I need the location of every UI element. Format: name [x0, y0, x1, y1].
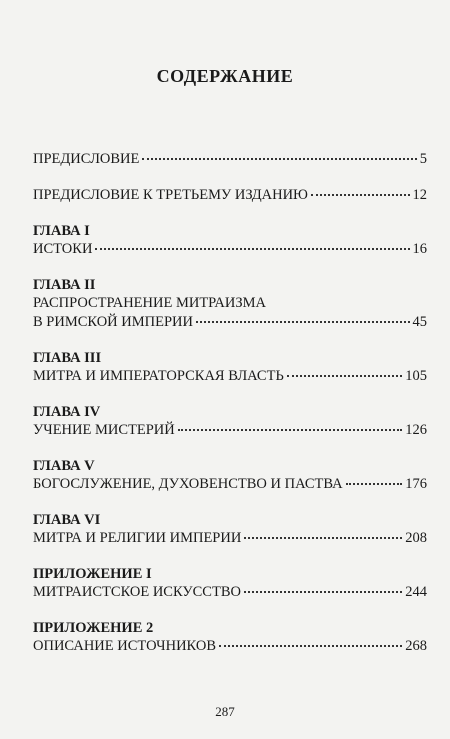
toc-page-number: 268	[405, 638, 427, 654]
toc-page-number: 244	[405, 584, 427, 600]
toc-page-number: 208	[405, 530, 427, 546]
dot-leader	[346, 483, 403, 485]
toc-line[interactable]	[33, 313, 427, 332]
toc-entry-title: В РИМСКОЙ ИМПЕРИИ	[33, 314, 193, 330]
toc-line[interactable]	[33, 150, 427, 169]
toc-entry-title: ИСТОКИ	[33, 241, 93, 257]
table-of-contents	[33, 150, 427, 673]
toc-entry	[33, 349, 427, 386]
dot-leader	[287, 375, 402, 377]
dot-leader	[178, 429, 403, 431]
chapter-heading: ГЛАВА II	[33, 277, 96, 293]
toc-entry	[33, 457, 427, 494]
appendix-heading: ПРИЛОЖЕНИЕ 2	[33, 620, 154, 636]
chapter-heading: ГЛАВА IV	[33, 404, 101, 420]
toc-page-number: 45	[412, 314, 427, 330]
dot-leader	[244, 591, 402, 593]
toc-entry-title: ПРЕДИСЛОВИЕ	[33, 151, 140, 167]
toc-entry	[33, 511, 427, 548]
toc-line[interactable]	[33, 240, 427, 259]
dot-leader	[244, 537, 402, 539]
toc-page-number: 16	[412, 241, 427, 257]
toc-entry-title-line: РАСПРОСТРАНЕНИЕ МИТРАИЗМА	[33, 295, 266, 311]
chapter-heading: ГЛАВА I	[33, 223, 90, 239]
toc-line[interactable]	[33, 186, 427, 205]
appendix-heading: ПРИЛОЖЕНИЕ I	[33, 566, 152, 582]
dot-leader	[311, 194, 410, 196]
toc-line[interactable]	[33, 529, 427, 548]
toc-line[interactable]	[33, 637, 427, 656]
toc-entry-title: МИТРА И РЕЛИГИИ ИМПЕРИИ	[33, 530, 242, 546]
toc-page-number: 126	[405, 422, 427, 438]
toc-line[interactable]	[33, 583, 427, 602]
toc-entry	[33, 150, 427, 169]
chapter-heading: ГЛАВА VI	[33, 512, 101, 528]
toc-line[interactable]	[33, 475, 427, 494]
toc-page-number: 105	[405, 368, 427, 384]
dot-leader	[196, 321, 410, 323]
toc-entry	[33, 565, 427, 602]
toc-line[interactable]	[33, 421, 427, 440]
toc-entry-title: УЧЕНИЕ МИСТЕРИЙ	[33, 422, 175, 438]
chapter-heading: ГЛАВА III	[33, 350, 102, 366]
toc-page-number: 5	[419, 151, 427, 167]
toc-entry	[33, 403, 427, 440]
toc-page-number: 12	[412, 187, 427, 203]
toc-entry	[33, 276, 427, 332]
toc-entry	[33, 186, 427, 205]
toc-line[interactable]	[33, 367, 427, 386]
toc-entry-title: ПРЕДИСЛОВИЕ К ТРЕТЬЕМУ ИЗДАНИЮ	[33, 187, 308, 203]
toc-entry	[33, 619, 427, 656]
page-title: СОДЕРЖАНИЕ	[156, 66, 294, 86]
toc-entry-title: МИТРАИСТСКОЕ ИСКУССТВО	[33, 584, 241, 600]
toc-entry-title: МИТРА И ИМПЕРАТОРСКАЯ ВЛАСТЬ	[33, 368, 284, 384]
toc-entry-title: БОГОСЛУЖЕНИЕ, ДУХОВЕНСТВО И ПАСТВА	[33, 476, 343, 492]
toc-page-number: 176	[405, 476, 427, 492]
page-number-footer: 287	[215, 704, 235, 719]
dot-leader	[142, 158, 416, 160]
dot-leader	[95, 248, 409, 250]
chapter-heading: ГЛАВА V	[33, 458, 95, 474]
dot-leader	[219, 645, 402, 647]
toc-entry	[33, 222, 427, 259]
toc-entry-title: ОПИСАНИЕ ИСТОЧНИКОВ	[33, 638, 216, 654]
